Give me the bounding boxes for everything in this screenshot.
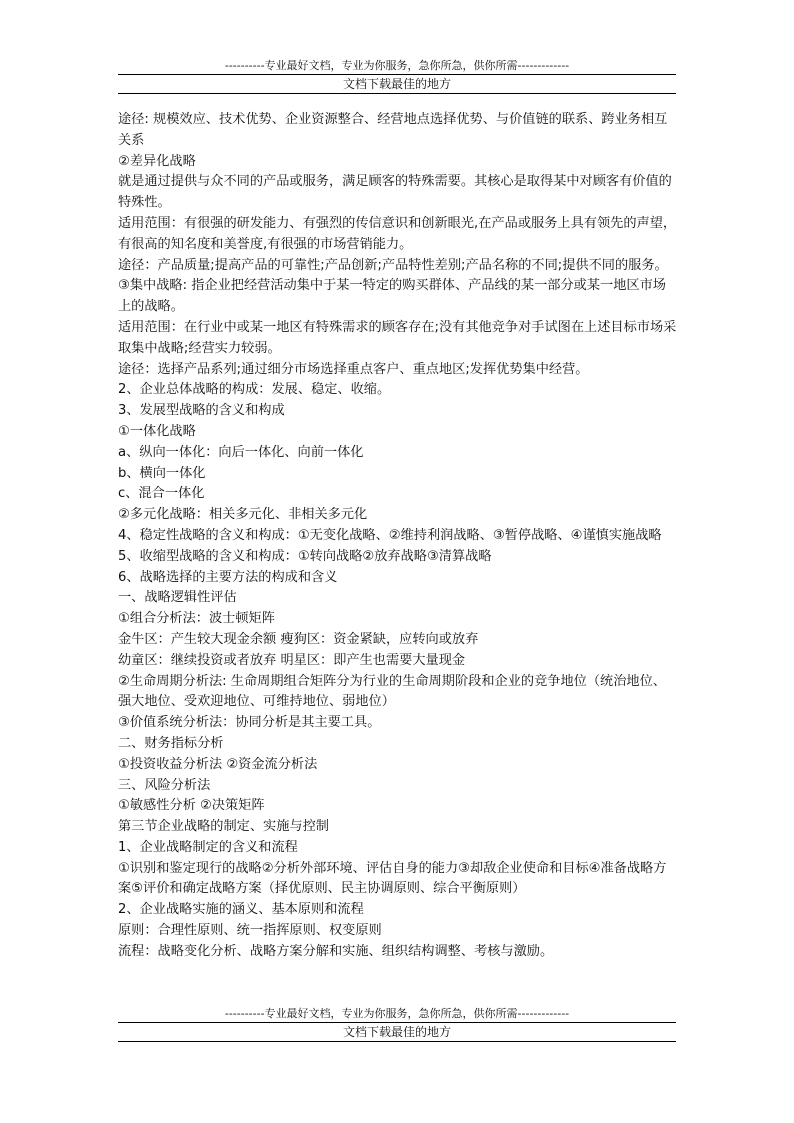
page-footer (118, 1006, 676, 1042)
paragraph: ①敏感性分析 ②决策矩阵 (118, 798, 265, 814)
paragraph: ③集中战略: 指企业把经营活动集中于某一特定的购买群体、产品线的某一部分或某一地区市场上的战略。 (118, 278, 666, 315)
paragraph: ③价值系统分析法：协同分析是其主要工具。 (118, 715, 381, 731)
paragraph: 4、稳定性战略的含义和构成：①无变化战略、②维持利润战略、③暂停战略、④谨慎实施战略 (118, 527, 662, 543)
page-header (118, 58, 676, 94)
paragraph: 原则：合理性原则、统一指挥原则、权变原则 (118, 923, 382, 939)
header-slogan: ----------专业最好文档，专业为你服务，急你所急，供你所需------------- (224, 59, 570, 72)
footer-title: 文档下载最佳的地方 (342, 1025, 451, 1039)
paragraph: ①投资收益分析法 ②资金流分析法 (118, 756, 318, 772)
paragraph: ②生命周期分析法: 生命周期组合矩阵分为行业的生命周期阶段和企业的竞争地位（统治地位、强大地位、受欢迎地位、可维持地位、弱地位） (118, 673, 666, 710)
paragraph: ①一体化战略 (118, 423, 196, 439)
paragraph: 适用范围：有很强的研发能力、有强烈的传信意识和创新眼光,在产品或服务上具有领先的声望，有很高的知名度和美誉度,有很强的市场营销能力。 (118, 215, 677, 252)
paragraph: ①组合分析法：波士顿矩阵 (118, 611, 275, 627)
footer-rule-bottom (118, 1041, 676, 1042)
paragraph: 2、企业总体战略的构成：发展、稳定、收缩。 (118, 382, 391, 398)
paragraph: 3、发展型战略的含义和构成 (118, 403, 285, 419)
paragraph: 第三节企业战略的制定、实施与控制 (118, 819, 329, 835)
paragraph: 途径：产品质量;提高产品的可靠性;产品创新;产品特性差别;产品名称的不同;提供不同的服务。 (118, 257, 668, 273)
paragraph: a、纵向一体化：向后一体化、向前一体化 (118, 444, 364, 460)
paragraph: ②多元化战略：相关多元化、非相关多元化 (118, 507, 368, 523)
paragraph: 途径: 规模效应、技术优势、企业资源整合、经营地点选择优势、与价值链的联系、跨业务相互关系 (118, 112, 668, 148)
paragraph: 金牛区：产生较大现金余额 瘦狗区：资金紧缺，应转向或放弃 (118, 631, 479, 647)
paragraph: 二、财务指标分析 (118, 735, 224, 751)
paragraph: ②差异化战略 (118, 153, 196, 169)
paragraph: 2、企业战略实施的涵义、基本原则和流程 (118, 902, 364, 918)
paragraph: 6、战略选择的主要方法的构成和含义 (118, 569, 338, 585)
paragraph: c、混合一体化 (118, 486, 205, 502)
header-title: 文档下载最佳的地方 (342, 77, 451, 91)
header-rule-bottom (118, 93, 676, 94)
paragraph: 一、战略逻辑性评估 (118, 590, 237, 606)
paragraph: 1、企业战略制定的含义和流程 (118, 839, 298, 855)
paragraph: ①识别和鉴定现行的战略②分析外部环境、评估自身的能力③却敌企业使命和目标④准备战略方案⑤评价和确定战略方案（择优原则、民主协调原则、综合平衡原则） (118, 860, 667, 897)
paragraph: 适用范围：在行业中或某一地区有特殊需求的顾客存在;没有其他竞争对手试图在上述目标市场采取集中战略;经营实力较弱。 (118, 319, 677, 356)
paragraph: b、横向一体化 (118, 465, 206, 481)
paragraph: 流程：战略变化分析、战略方案分解和实施、组织结构调整、考核与激励。 (118, 943, 554, 959)
paragraph: 5、收缩型战略的含义和构成：①转向战略②放弃战略③清算战略 (118, 548, 492, 564)
paragraph: 就是通过提供与众不同的产品或服务，满足顾客的特殊需要。其核心是取得某中对顾客有价值的特殊性。 (118, 174, 672, 211)
paragraph: 途径：选择产品系列;通过细分市场选择重点客户、重点地区;发挥优势集中经营。 (118, 361, 589, 377)
paragraph: 三、风险分析法 (118, 777, 211, 793)
paragraph: 幼童区：继续投资或者放弃 明星区：即产生也需要大量现金 (118, 652, 466, 668)
footer-slogan: ----------专业最好文档，专业为你服务，急你所急，供你所需------------- (224, 1007, 570, 1020)
document-body (118, 110, 678, 963)
